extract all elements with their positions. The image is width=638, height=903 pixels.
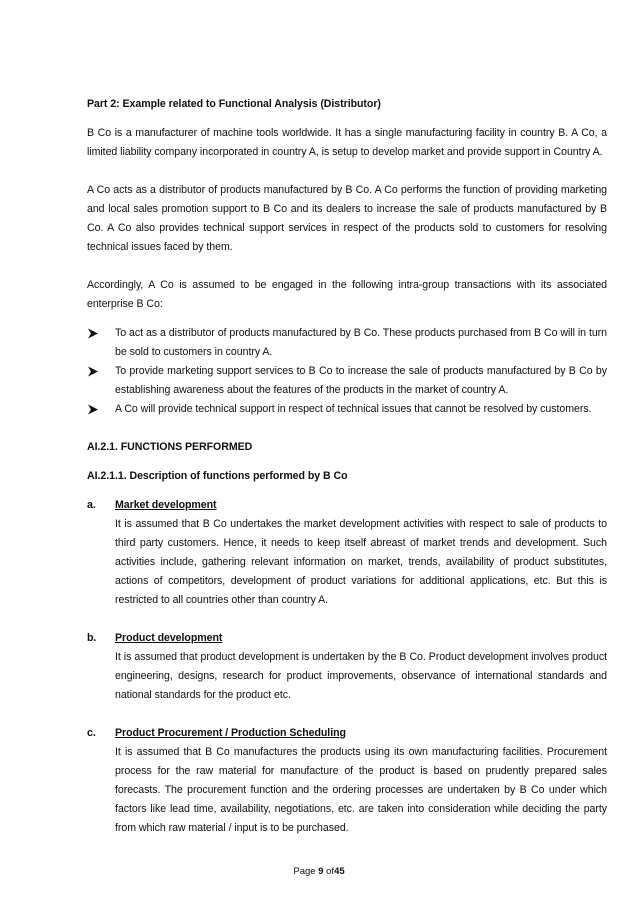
list-item (87, 400, 607, 419)
distributor-paragraph: A Co acts as a distributor of products manufactured by B Co. A Co performs the function of providing marketing and local sales promotion support to B Co and its dealers to increase the sale of products manufactured by B Co. A Co also provides technical support services in respect of the products sold to customers for resolving technical issues faced by them. (87, 184, 607, 253)
intro-paragraph: B Co is a manufacturer of machine tools worldwide. It has a single manufacturing facility in country B. A Co, a limited liability company incorporated in country A, is setup to develop market and provide support in Country A. (87, 127, 607, 158)
section-letter: a. (87, 499, 96, 511)
of-label: of (326, 866, 335, 877)
list-item (87, 362, 607, 400)
list-item-text: A Co will provide technical support in respect of technical issues that cannot be resolved by customers. (115, 403, 592, 415)
arrow-bullet-icon (87, 324, 101, 343)
section-product-procurement (87, 724, 607, 838)
transaction-list (87, 324, 607, 419)
page-number: 9 (318, 866, 324, 877)
page-footer (0, 865, 638, 879)
page-label: Page (293, 866, 316, 877)
functions-heading: AI.2.1. FUNCTIONS PERFORMED (87, 441, 253, 453)
section-letter: b. (87, 632, 97, 644)
section-letter: c. (87, 727, 96, 739)
description-heading: AI.2.1.1. Description of functions performed by B Co (87, 470, 348, 482)
list-item-text: To provide marketing support services to B Co to increase the sale of products manufactured by B Co by establishing awareness about the features of the products in the market of country A. (115, 365, 607, 396)
section-market-development (87, 496, 607, 610)
section-title: Market development (115, 499, 217, 511)
section-text: It is assumed that product development is undertaken by the B Co. Product development involves product engineering, designs, research for product improvements, observance of international standards and national standards for the product etc. (115, 651, 607, 701)
list-item (87, 324, 607, 362)
section-text: It is assumed that B Co undertakes the market development activities with respect to sale of products to third party customers. Hence, it needs to keep itself abreast of market trends and development. Such activities include, gathering relevant information on market, trends, availability of product substitutes, actions of competitors, development of product variations for additional applications, etc. But this is restricted to all countries other than country A. (115, 518, 607, 606)
accordingly-paragraph: Accordingly, A Co is assumed to be engaged in the following intra-group transactions with its associated enterprise B Co: (87, 279, 607, 310)
arrow-bullet-icon (87, 400, 101, 419)
section-title: Product development (115, 632, 223, 644)
total-pages: 45 (334, 866, 345, 877)
section-text: It is assumed that B Co manufactures the products using its own manufacturing facilities. Procurement process for the raw material for manufacture of the product is based on prudently prepared sales forecasts. The procurement function and the ordering processes are undertaken by B Co under which factors like lead time, availability, negotiations, etc. are taken into consideration while deciding the party from which raw material / input is to be purchased. (115, 746, 607, 834)
part-heading: Part 2: Example related to Functional Analysis (Distributor) (87, 98, 381, 110)
section-product-development (87, 629, 607, 705)
section-title: Product Procurement / Production Scheduling (115, 727, 346, 739)
document-body (87, 95, 607, 838)
list-item-text: To act as a distributor of products manufactured by B Co. These products purchased from B Co will in turn be sold to customers in country A. (115, 327, 607, 358)
arrow-bullet-icon (87, 362, 101, 381)
